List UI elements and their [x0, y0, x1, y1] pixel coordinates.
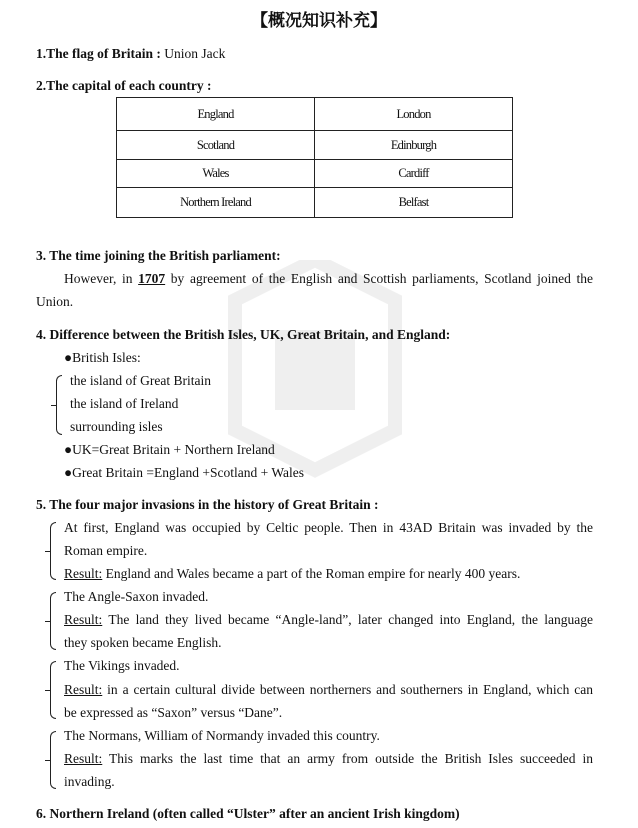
brace-invasion-1	[50, 522, 56, 580]
invasion-3-result	[64, 681, 593, 699]
table-cell-capital: London	[315, 98, 513, 131]
year-1707: 1707	[138, 271, 166, 286]
paragraph-text: by agreement of the English and Scottish parliaments, Scotland joined the	[165, 271, 593, 286]
paragraph-text: However, in	[64, 271, 139, 286]
result-label: Result:	[64, 612, 103, 627]
section-6-label: 6. Northern Ireland (often called “Ulster” after an ancient Irish kingdom)	[36, 806, 460, 821]
page-title: 【概况知识补充】	[251, 11, 387, 31]
uk-definition: ●UK=Great Britain + Northern Ireland	[64, 442, 275, 457]
result-text: in a certain cultural divide between northerners and southerners in England, which can	[102, 682, 593, 697]
table-cell-country: Scotland	[117, 131, 315, 160]
invasion-2-line-3: they spoken became English.	[64, 635, 222, 650]
brace-isles	[56, 375, 62, 435]
invasion-3-line-1: The Vikings invaded.	[64, 658, 180, 673]
invasion-1-line-1: At first, England was occupied by Celtic people. Then in 43AD Britain was invaded by the	[64, 520, 593, 535]
result-label: Result:	[64, 682, 103, 697]
table-cell-country: Wales	[117, 160, 315, 188]
brace-invasion-2	[50, 592, 56, 650]
invasion-4-line-3: invading.	[64, 774, 115, 789]
table-cell-country: Northern Ireland	[117, 188, 315, 218]
invasion-2-line-1: The Angle-Saxon invaded.	[64, 589, 209, 604]
table-cell-capital: Belfast	[315, 188, 513, 218]
table-row	[117, 188, 513, 218]
invasion-1-line-2: Roman empire.	[64, 543, 148, 558]
result-label: Result:	[64, 751, 103, 766]
section-5-label: 5. The four major invasions in the history of Great Britain :	[36, 497, 379, 512]
section-1	[36, 45, 225, 63]
table-row	[117, 160, 513, 188]
list-item: the island of Great Britain	[70, 373, 211, 388]
invasion-2-result	[64, 611, 593, 629]
result-text: The land they lived became “Angle-land”, later changed into England, the language	[102, 612, 593, 627]
section-4-label: 4. Difference between the British Isles, UK, Great Britain, and England:	[36, 327, 451, 342]
brace-invasion-4	[50, 731, 56, 789]
result-text: England and Wales became a part of the Roman empire for nearly 400 years.	[102, 566, 521, 581]
table-cell-capital: Cardiff	[315, 160, 513, 188]
british-isles-label: ●British Isles:	[64, 350, 141, 365]
gb-definition: ●Great Britain =England +Scotland + Wales	[64, 465, 304, 480]
table-row	[117, 131, 513, 160]
table-cell-capital: Edinburgh	[315, 131, 513, 160]
invasion-4-result	[64, 750, 593, 768]
section-1-label: 1.The flag of Britain :	[36, 46, 161, 61]
section-3-paragraph-line-2: Union.	[36, 294, 74, 309]
section-2-label: 2.The capital of each country :	[36, 78, 212, 93]
table-row	[117, 98, 513, 131]
capitals-table	[116, 97, 513, 218]
section-3-paragraph-line-1	[64, 270, 593, 288]
result-text: This marks the last time that an army from outside the British Isles succeeded in	[102, 751, 593, 766]
table-cell-country: England	[117, 98, 315, 131]
flag-name: Union Jack	[160, 46, 226, 61]
section-3-label: 3. The time joining the British parliament:	[36, 248, 281, 263]
invasion-3-line-3: be expressed as “Saxon” versus “Dane”.	[64, 705, 283, 720]
brace-invasion-3	[50, 661, 56, 719]
invasion-4-line-1: The Normans, William of Normandy invaded this country.	[64, 728, 380, 743]
list-item: surrounding isles	[70, 419, 163, 434]
result-label: Result:	[64, 566, 103, 581]
invasion-1-result	[64, 565, 520, 583]
list-item: the island of Ireland	[70, 396, 179, 411]
